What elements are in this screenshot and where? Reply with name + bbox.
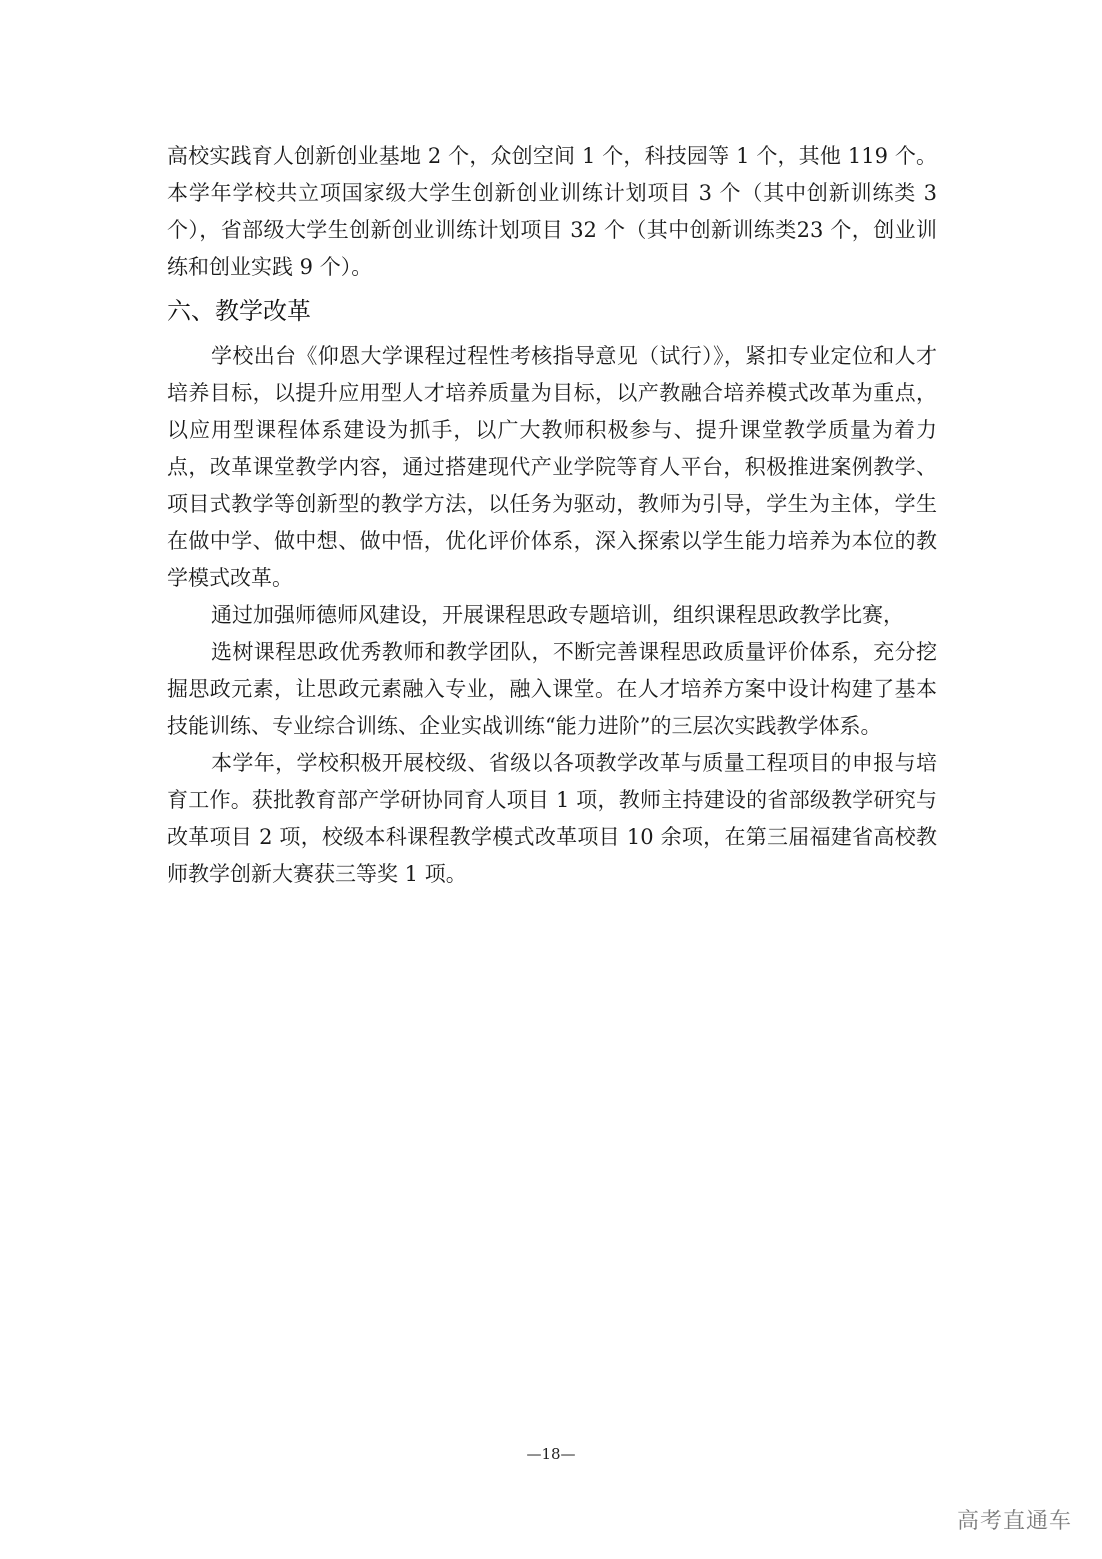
- paragraph-ideology-curriculum: 选树课程思政优秀教师和教学团队，不断完善课程思政质量评价体系，充分挖掘思政元素，让思政元素融入专业，融入课堂。在人才培养方案中设计构建了基本技能训练、专业综合训练、企业实战训练“能力进阶”的三层次实践教学体系。: [167, 640, 937, 738]
- paragraph-reform-projects: 本学年，学校积极开展校级、省级以各项教学改革与质量工程项目的申报与培育工作。获批教育部产学研协同育人项目 1 项，教师主持建设的省部级教学研究与改革项目 2 项，校级本科课程教学模式改革项目 10 余项，在第三届福建省高校教师教学创新大赛获三等奖 1 项。: [167, 751, 937, 886]
- watermark-logo-text: 高考直通车: [956, 1509, 1072, 1534]
- section-heading-teaching-reform: 六、教学改革: [167, 297, 311, 325]
- paragraph-assessment-guidance: 学校出台《仰恩大学课程过程性考核指导意见（试行）》，紧扣专业定位和人才培养目标，以提升应用型人才培养质量为目标，以产教融合培养模式改革为重点，以应用型课程体系建设为抓手，以广大教师积极参与、提升课堂教学质量为着力点，改革课堂教学内容，通过搭建现代产业学院等育人平台，积极推进案例教学、项目式教学等创新型的教学方法，以任务为驱动，教师为引导，学生为主体，学生在做中学、做中想、做中悟，优化评价体系，深入探索以学生能力培养为本位的教学模式改革。: [167, 344, 937, 590]
- paragraph-innovation-bases: 高校实践育人创新创业基地 2 个，众创空间 1 个，科技园等 1 个，其他 119 个。本学年学校共立项国家级大学生创新创业训练计划项目 3 个（其中创新训练类 3 个），省部级大学生创新创业训练计划项目 32 个（其中创新训练类23 个，创业训练和创业实践 9 个）。: [167, 144, 937, 279]
- paragraph-ethics-training: 通过加强师德师风建设，开展课程思政专题培训，组织课程思政教学比赛，: [211, 603, 904, 627]
- page-number: —18—: [526, 1445, 576, 1463]
- document-body: [167, 138, 937, 893]
